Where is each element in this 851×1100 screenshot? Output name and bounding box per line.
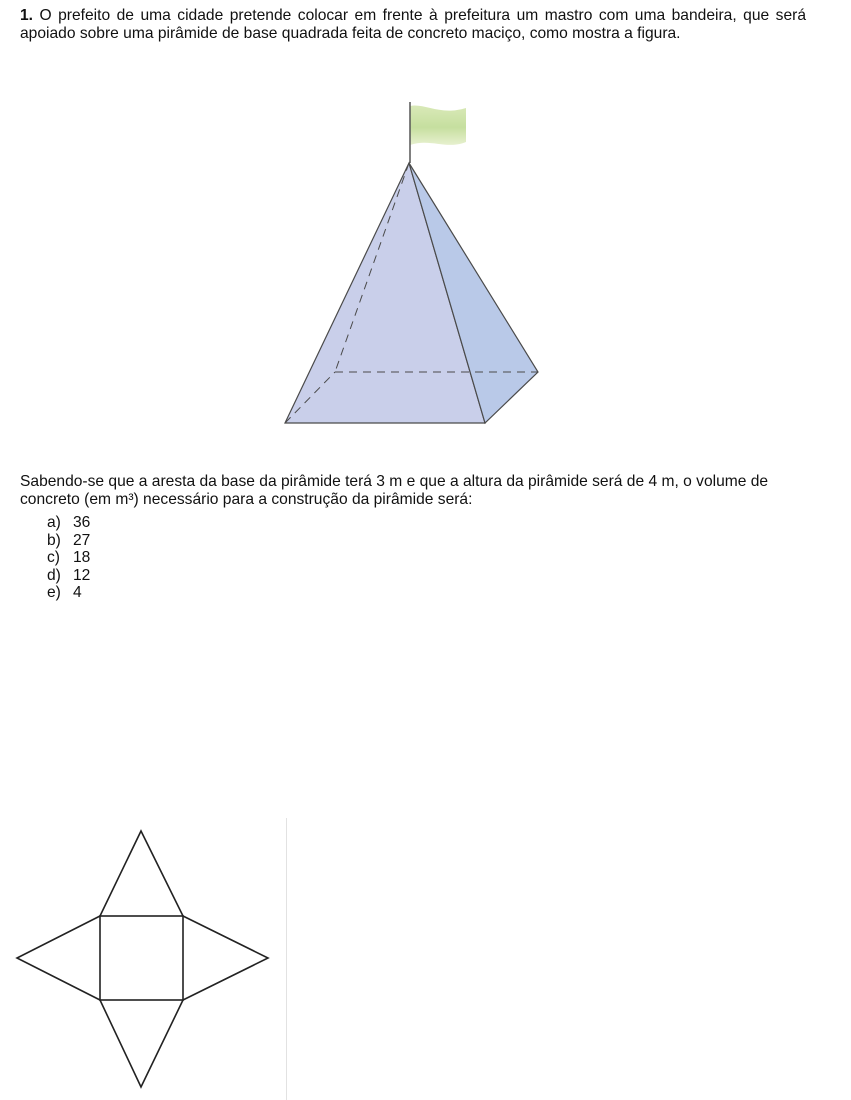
prompt-text-end: ) necessário para a construção da pirâmide será: bbox=[133, 491, 473, 508]
net-bottom-triangle bbox=[100, 1000, 183, 1087]
net-left-triangle bbox=[17, 916, 100, 1000]
flag bbox=[410, 106, 466, 145]
option-a[interactable] bbox=[47, 514, 90, 532]
prompt-unit: m³ bbox=[115, 491, 134, 508]
pyramid-net-figure bbox=[10, 825, 280, 1090]
question-text bbox=[20, 7, 806, 43]
option-letter: d) bbox=[47, 566, 61, 584]
option-value: 18 bbox=[73, 549, 91, 566]
option-letter: e) bbox=[47, 584, 61, 601]
net-square-base bbox=[100, 916, 183, 1000]
option-e[interactable] bbox=[47, 584, 90, 602]
option-value: 12 bbox=[73, 566, 91, 584]
option-d[interactable] bbox=[47, 567, 90, 585]
column-divider bbox=[286, 818, 287, 1100]
net-top-triangle bbox=[100, 831, 183, 916]
prompt-text-start: Sabendo-se que a aresta da base da pirâmide terá 3 m e que a altura da pirâmide será de 4 m, o volume de concreto (em bbox=[20, 473, 769, 508]
question-body: O prefeito de uma cidade pretende colocar em frente à prefeitura um mastro com uma bandeira, que será apoiado sobre uma pirâmide de base quadrada feita de concreto maciço, como mostra a figura. bbox=[20, 7, 806, 42]
question-number: 1. bbox=[20, 7, 34, 24]
option-value: 27 bbox=[73, 531, 91, 549]
prompt-text bbox=[20, 473, 820, 509]
option-letter: c) bbox=[47, 549, 60, 566]
option-letter: a) bbox=[47, 514, 61, 531]
option-value: 4 bbox=[73, 584, 82, 601]
pyramid-with-flag-figure bbox=[270, 100, 550, 430]
answer-options bbox=[47, 514, 90, 602]
option-b[interactable] bbox=[47, 532, 90, 550]
net-right-triangle bbox=[183, 916, 268, 1000]
option-c[interactable] bbox=[47, 549, 90, 567]
option-value: 36 bbox=[73, 514, 91, 531]
option-letter: b) bbox=[47, 531, 61, 549]
